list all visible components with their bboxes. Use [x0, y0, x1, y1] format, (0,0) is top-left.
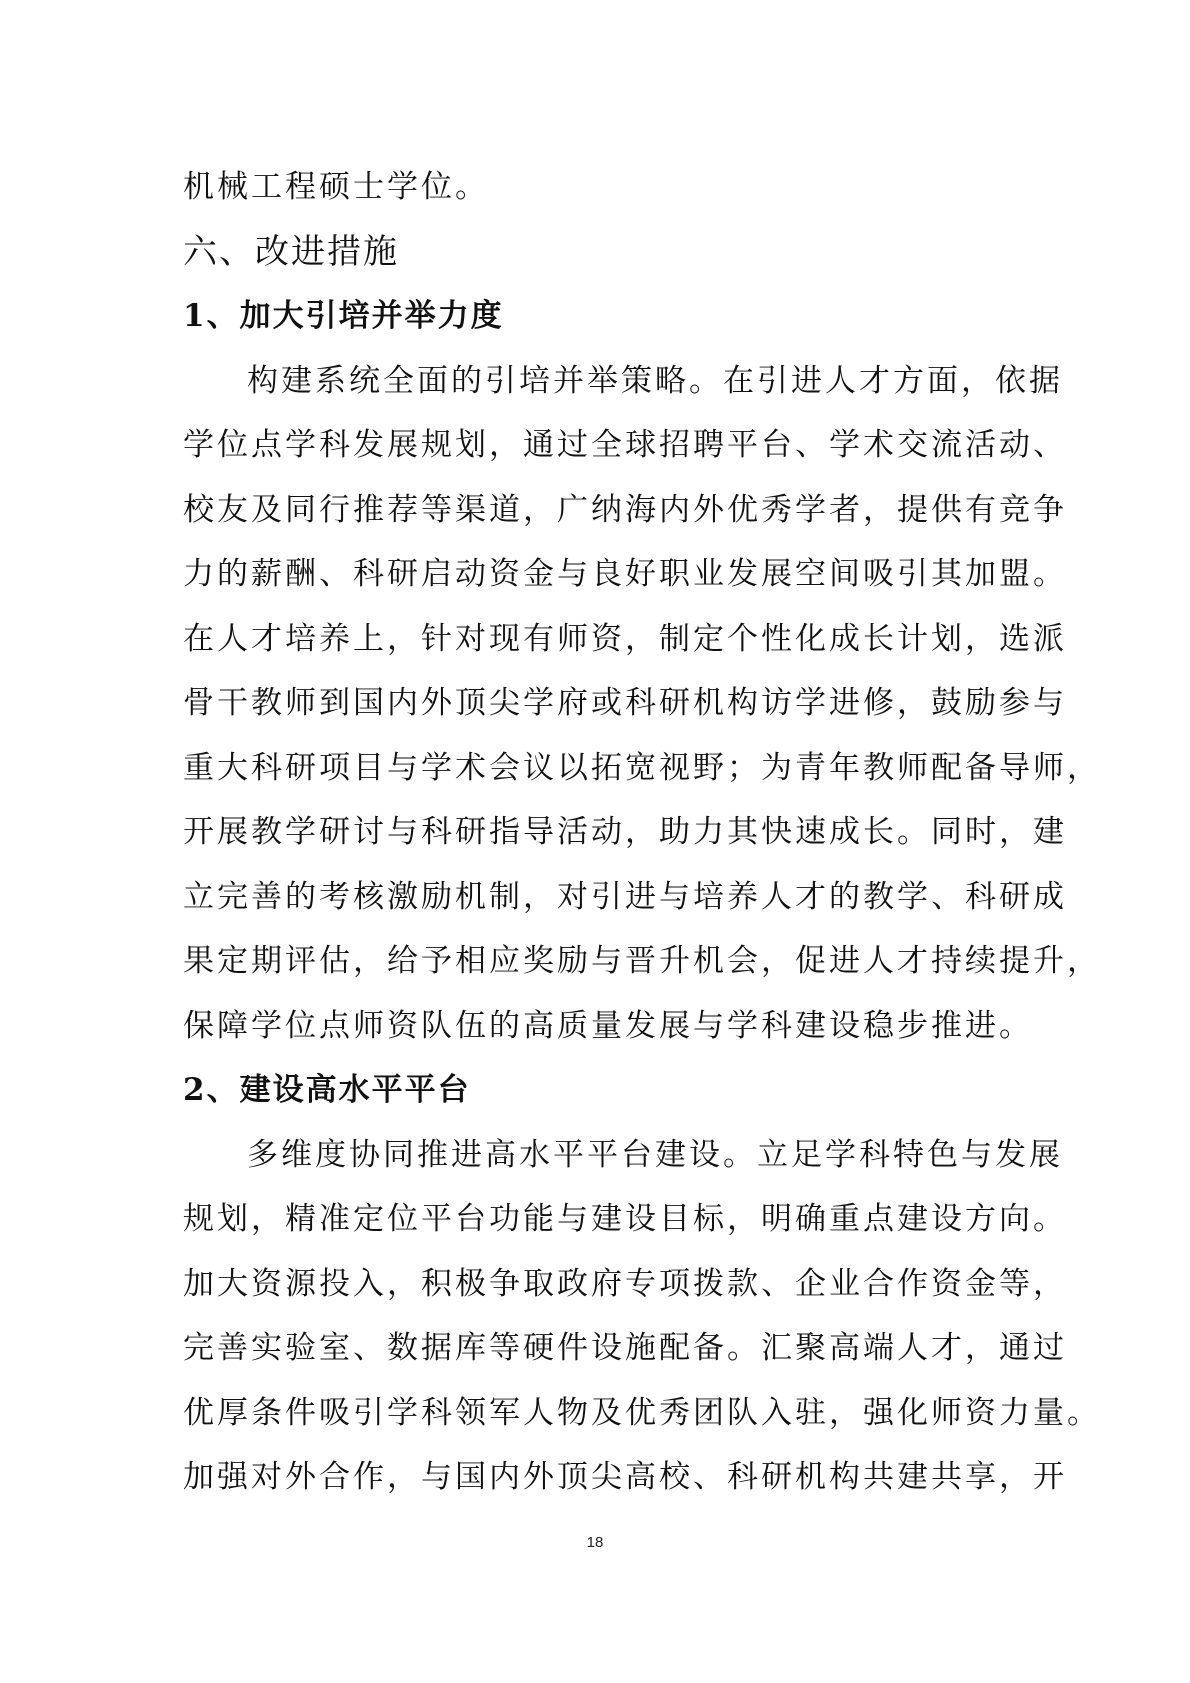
page-body — [183, 155, 1101, 1510]
paragraph-line: 校友及同行推荐等渠道，广纳海内外优秀学者，提供有竞争 — [183, 491, 1067, 528]
paragraph-line: 立完善的考核激励机制，对引进与培养人才的教学、科研成 — [183, 878, 1067, 915]
paragraph-line: 规划，精准定位平台功能与建设目标，明确重点建设方向。 — [183, 1201, 1067, 1237]
paragraph-talent — [183, 349, 1101, 1059]
paragraph-line: 在人才培养上，针对现有师资，制定个性化成长计划，选派 — [183, 620, 1067, 657]
paragraph-line: 完善实验室、数据库等硬件设施配备。汇聚高端人才，通过 — [183, 1330, 1067, 1366]
paragraph-line: 学位点学科发展规划，通过全球招聘平台、学术交流活动、 — [183, 427, 1067, 463]
paragraph-line: 构建系统全面的引培并举策略。在引进人才方面，依据 — [247, 362, 1063, 399]
subsection-heading-platform: 2、建设高水平平台 — [183, 1072, 471, 1108]
paragraph-line: 加强对外合作，与国内外顶尖高校、科研机构共建共享，开 — [183, 1459, 1067, 1495]
paragraph-line: 加大资源投入，积极争取政府专项拨款、企业合作资金等， — [183, 1265, 1067, 1302]
subsection-heading-talent: 1、加大引培并举力度 — [183, 298, 504, 334]
paragraph-line: 力的薪酬、科研启动资金与良好职业发展空间吸引其加盟。 — [183, 556, 1067, 592]
paragraph-line: 开展教学研讨与科研指导活动，助力其快速成长。同时，建 — [183, 814, 1067, 850]
paragraph-line: 果定期评估，给予相应奖励与晋升机会，促进人才持续提升， — [183, 943, 1101, 979]
paragraph-line: 多维度协同推进高水平平台建设。立足学科特色与发展 — [247, 1136, 1063, 1173]
paragraph-platform — [183, 1123, 1101, 1510]
paragraph-line: 优厚条件吸引学科领军人物及优秀团队入驻，强化师资力量。 — [183, 1394, 1101, 1431]
paragraph-line: 保障学位点师资队伍的高质量发展与学科建设稳步推进。 — [183, 1007, 1033, 1044]
paragraph-line: 骨干教师到国内外顶尖学府或科研机构访学进修，鼓励参与 — [183, 685, 1067, 721]
paragraph-line: 重大科研项目与学术会议以拓宽视野；为青年教师配备导师， — [183, 749, 1101, 786]
section-heading: 六、改进措施 — [183, 231, 399, 272]
page-number: 18 — [586, 1534, 604, 1551]
lead-in-line: 机械工程硕士学位。 — [183, 169, 489, 205]
